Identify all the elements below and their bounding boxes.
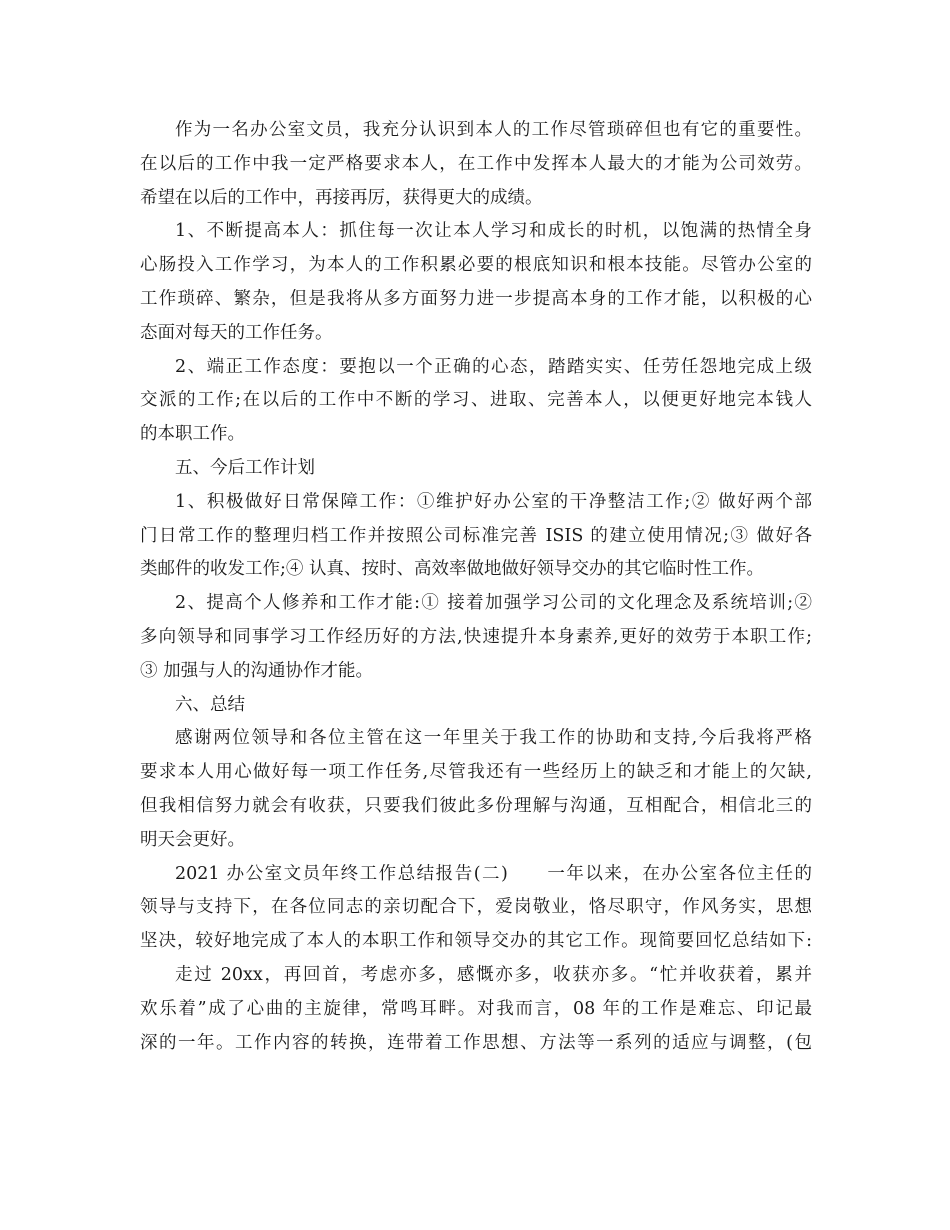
- text-line: 明天会更好。: [140, 829, 245, 850]
- paragraph-intro: [140, 114, 812, 215]
- paragraph-report-two-intro: [140, 858, 812, 959]
- text-line: 深的一年。工作内容的转换，连带着工作思想、方法等一系列的适应与调整，(包: [140, 1032, 812, 1053]
- text-line: 坚决，较好地完成了本人的本职工作和领导交办的其它工作。现简要回忆总结如下:: [140, 931, 812, 952]
- paragraph-looking-back: [140, 959, 812, 1060]
- text-line: 作为一名办公室文员，我充分认识到本人的工作尽管琐碎但也有它的重要性。: [175, 120, 812, 140]
- section-heading-future-plan: [140, 452, 812, 486]
- text-line: 但我相信努力就会有收获，只要我们彼此多份理解与沟通，互相配合，相信北三的: [140, 795, 812, 816]
- text-line: 2021 办公室文员年终工作总结报告(二) 一年以来，在办公室各位主任的: [175, 863, 812, 884]
- section-heading: 五、今后工作计划: [175, 457, 315, 478]
- text-line: 欢乐着”成了心曲的主旋律，常鸣耳畔。对我而言，08 年的工作是难忘、印记最: [140, 998, 812, 1019]
- paragraph-item-work-attitude: [140, 351, 812, 452]
- text-line: 心肠投入工作学习，为本人的工作积累必要的根底知识和根本技能。尽管办公室的: [140, 255, 812, 276]
- text-line: 态面对每天的工作任务。: [140, 322, 333, 343]
- text-line: 门日常工作的整理归档工作并按照公司标准完善 ISIS 的建立使用情况;③ 做好各: [140, 525, 812, 546]
- text-line: 交派的工作;在以后的工作中不断的学习、进取、完善本人，以便更好地完本钱人: [140, 390, 812, 411]
- text-line: 1、不断提高本人：抓住每一次让本人学习和成长的时机，以饱满的热情全身: [175, 221, 812, 242]
- text-line: 在以后的工作中我一定严格要求本人，在工作中发挥本人最大的才能为公司效劳。: [140, 153, 812, 174]
- text-line: 工作琐碎、繁杂，但是我将从多方面努力进一步提高本身的工作才能，以积极的心: [140, 288, 812, 309]
- paragraph-thanks: [140, 722, 812, 857]
- section-heading-summary: [140, 689, 812, 723]
- text-line: 要求本人用心做好每一项工作任务,尽管我还有一些经历上的缺乏和才能上的欠缺,: [140, 762, 812, 783]
- text-line: 的本职工作。: [140, 424, 245, 445]
- document-body: [140, 114, 812, 1060]
- paragraph-item-improve-self: [140, 215, 812, 350]
- text-line: 2、提高个人修养和工作才能:① 接着加强学习公司的文化理念及系统培训;②: [175, 593, 812, 614]
- text-line: ③ 加强与人的沟通协作才能。: [140, 660, 374, 681]
- text-line: 1、积极做好日常保障工作：①维护好办公室的干净整洁工作;② 做好两个部: [175, 491, 812, 512]
- text-line: 领导与支持下，在各位同志的亲切配合下，爱岗敬业，恪尽职守，作风务实，思想: [140, 897, 812, 918]
- text-line: 感谢两位领导和各位主管在这一年里关于我工作的协助和支持,今后我将严格: [175, 728, 812, 749]
- paragraph-plan-daily-support: [140, 486, 812, 587]
- section-heading: 六、总结: [175, 694, 245, 715]
- text-line: 走过 20xx，再回首，考虑亦多，感慨亦多，收获亦多。“忙并收获着，累并: [175, 964, 812, 985]
- paragraph-plan-self-improvement: [140, 587, 812, 688]
- text-line: 2、端正工作态度：要抱以一个正确的心态，踏踏实实、任劳任怨地完成上级: [175, 356, 812, 377]
- text-line: 多向领导和同事学习工作经历好的方法,快速提升本身素养,更好的效劳于本职工作;: [140, 626, 812, 647]
- text-line: 类邮件的收发工作;④ 认真、按时、高效率做地做好领导交办的其它临时性工作。: [140, 559, 764, 580]
- text-line: 希望在以后的工作中，再接再厉，获得更大的成绩。: [140, 187, 543, 208]
